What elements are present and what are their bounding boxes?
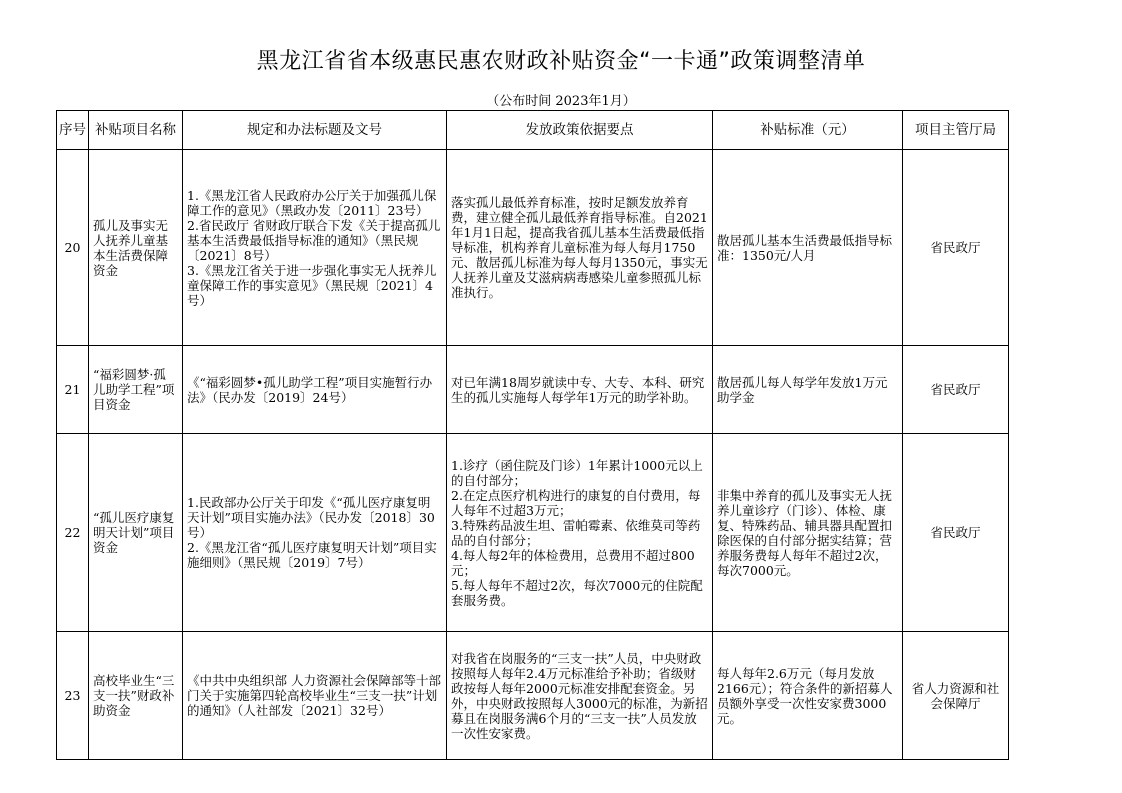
header-standard: 补贴标准（元） (713, 111, 903, 150)
header-basis: 发放政策依据要点 (447, 111, 713, 150)
row-standard: 散居孤儿每人每学年发放1万元助学金 (713, 346, 903, 434)
row-no: 20 (57, 150, 89, 346)
row-doc (183, 434, 447, 632)
doc-line: 《“福彩圆梦•孤儿助学工程”项目实施暂行办法》（民办发〔2019〕24号） (187, 374, 433, 405)
header-dept: 项目主管厅局 (903, 111, 1009, 150)
row-dept: 省民政厅 (903, 434, 1009, 632)
row-no: 21 (57, 346, 89, 434)
basis-line: 2.在定点医疗机构进行的康复的自付费用，每人每年不过超3万元； (451, 487, 701, 518)
table-row (57, 346, 1009, 434)
basis-line: 落实孤儿最低养育标准，按时足额发放养育费，建立健全孤儿最低养育指导标准。自2021年1月1日起，提高我省孤儿基本生活费最低指导标准，机构养育儿童标准为每人每月1750元、散居孤儿标准为每人每月1350元，事实无人抚养儿童及艾滋病病毒感染儿童参照孤儿标准执行。 (451, 195, 708, 300)
doc-line: 2.省民政厅 省财政厅联合下发《关于提高孤儿基本生活费最低指导标准的通知》（黑民规〔2021〕8号） (187, 217, 441, 263)
row-name: 孤儿及事实无人抚养儿童基本生活费保障资金 (89, 150, 183, 346)
row-no: 22 (57, 434, 89, 632)
policy-table (56, 110, 1009, 760)
row-name: “孤儿医疗康复明天计划”项目资金 (89, 434, 183, 632)
row-name: “福彩圆梦·孤儿助学工程”项目资金 (89, 346, 183, 434)
doc-line: 1.民政部办公厅关于印发《“孤儿医疗康复明天计划”项目实施办法》（民办发〔2018〕30号） (187, 495, 435, 540)
basis-line: 对已年满18周岁就读中专、大专、本科、研究生的孤儿实施每人每学年1万元的助学补助。 (451, 374, 705, 405)
row-standard: 每人每年2.6万元（每月发放2166元）；符合条件的新招募人员额外享受一次性安家费3000元。 (713, 632, 903, 760)
row-basis (447, 346, 713, 434)
doc-line: 2.《黑龙江省“孤儿医疗康复明天计划”项目实施细则》（黑民规〔2019〕7号） (187, 540, 437, 570)
row-dept: 省民政厅 (903, 346, 1009, 434)
publish-date: （公布时间 2023年1月） (486, 94, 636, 109)
basis-line: 1.诊疗（函住院及门诊）1年累计1000元以上的自付部分； (451, 457, 703, 488)
row-standard: 散居孤儿基本生活费最低指导标准：1350元/人月 (713, 150, 903, 346)
row-basis (447, 632, 713, 760)
basis-line: 4.每人每2年的体检费用，总费用不超过800元； (451, 547, 695, 578)
header-name: 补贴项目名称 (89, 111, 183, 150)
basis-line: 5.每人每年不超过2次，每次7000元的住院配套服务费。 (451, 577, 703, 608)
header-no: 序号 (57, 111, 89, 150)
row-dept: 省人力资源和社会保障厅 (903, 632, 1009, 760)
header-doc: 规定和办法标题及文号 (183, 111, 447, 150)
row-basis (447, 434, 713, 632)
row-standard: 非集中养育的孤儿及事实无人抚养儿童诊疗（门诊）、体检、康复、特殊药品、辅具器具配置扣除医保的自付部分据实结算；营养服务费每人每年不超过2次，每次7000元。 (713, 434, 903, 632)
doc-line: 《中共中央组织部 人力资源社会保障部等十部门关于实施第四轮高校毕业生“三支一扶”计划的通知》（人社部发〔2021〕32号） (187, 673, 441, 718)
table-row (57, 434, 1009, 632)
doc-line: 1.《黑龙江省人民政府办公厅关于加强孤儿保障工作的意见》（黑政办发〔2011〕23号） (187, 187, 437, 218)
table-row (57, 632, 1009, 760)
basis-line: 3.特殊药品波生坦、雷帕霉素、依维莫司等药品的自付部分； (451, 517, 701, 548)
basis-line: 对我省在岗服务的“三支一扶”人员，中央财政按照每人每年2.4万元标准给予补助；省级财政按每人每年2000元标准安排配套资金。另外，中央财政按照每人3000元的标准，为新招募且在岗服务满6个月的“三支一扶”人员发放一次性安家费。 (451, 650, 708, 741)
row-doc (183, 346, 447, 434)
row-no: 23 (57, 632, 89, 760)
doc-line: 3.《黑龙江省关于进一步强化事实无人抚养儿童保障工作的事实意见》（黑民规〔2021〕4号） (187, 262, 437, 308)
row-doc (183, 632, 447, 760)
page-title: 黑龙江省省本级惠民惠农财政补贴资金“一卡通”政策调整清单 (256, 49, 866, 74)
row-doc (183, 150, 447, 346)
table-header-row (57, 111, 1009, 150)
row-basis (447, 150, 713, 346)
row-dept: 省民政厅 (903, 150, 1009, 346)
table-row (57, 150, 1009, 346)
row-name: 高校毕业生“三支一扶”财政补助资金 (89, 632, 183, 760)
